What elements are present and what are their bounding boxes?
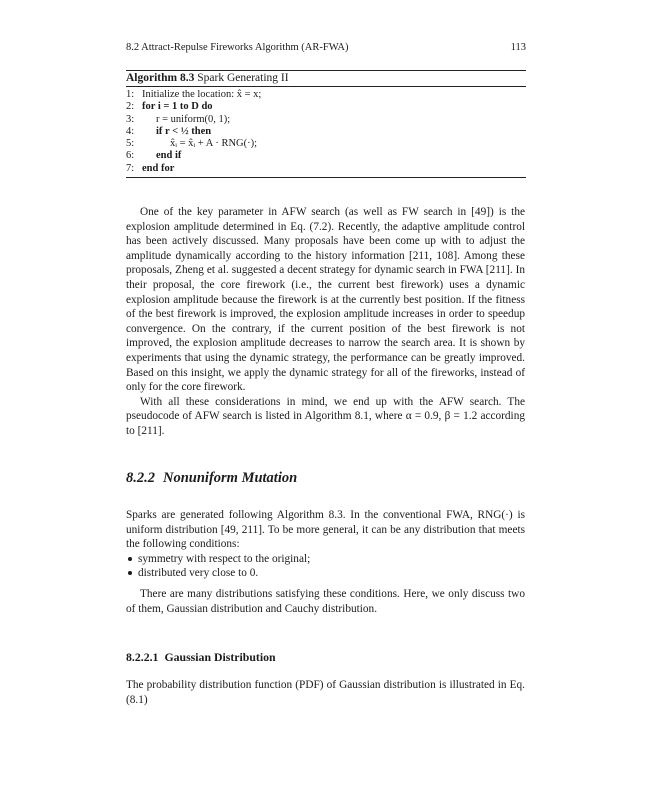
algorithm-label: Algorithm 8.3 — [126, 72, 195, 84]
line-number: 4: — [126, 125, 135, 137]
running-header — [126, 42, 526, 53]
line-text: for i = 1 to D do — [142, 101, 213, 113]
line-number: 1: — [126, 89, 135, 100]
list-item: distributed very close to 0. — [126, 566, 525, 581]
paragraph: One of the key parameter in AFW search (as well as FW search in [49]) is the explosion amplitude determined in Eq. (7.2). Recently, the adaptive amplitude control has been actively discussed. Many proposals have been come up with to adjust the amplitude dynamically according to the history information [211, 108]. Among these proposals, Zheng et al. suggested a decent strategy for dynamic search in FWA [211]. In their proposal, the core firework (i.e., the current best firework) uses a dynamic explosion amplitude because the firework is at the currently best position. If the fitness of the best firework is improved, the explosion amplitude increases in order to speedup convergence. On the contrary, if the current position of the best firework is not improved, the explosion amplitude decreases to narrow the search area. It is shown by experiments that using the dynamic strategy, the performance can be greatly improved. Based on this insight, we apply the dynamic strategy for all of the fireworks, instead of only for the core firework. — [126, 206, 525, 394]
line-number: 3: — [126, 113, 135, 125]
line-number: 7: — [126, 162, 135, 174]
line-number: 2: — [126, 101, 135, 113]
section-text — [126, 508, 525, 616]
subsection-title: Gaussian Distribution — [164, 650, 276, 664]
condition-list — [126, 552, 525, 581]
algorithm-caption — [126, 71, 526, 87]
paragraph: With all these considerations in mind, we end up with the AFW search. The pseudocode of AFW search is listed in Algorithm 8.1, where α = 0.9, β = 1.2 according to [211]. — [126, 395, 525, 437]
subsection-number: 8.2.2.1 — [126, 650, 159, 664]
line-number: 5: — [126, 138, 135, 150]
algorithm-line — [126, 126, 526, 138]
body-text — [126, 205, 525, 439]
algorithm-box — [126, 70, 526, 178]
algorithm-line — [126, 138, 526, 150]
algorithm-body — [126, 87, 526, 177]
page-number: 113 — [510, 42, 526, 53]
line-text: end for — [142, 162, 175, 174]
line-text: end if — [156, 150, 182, 162]
algorithm-title: Spark Generating II — [197, 72, 289, 84]
paragraph: Sparks are generated following Algorithm 8.3. In the conventional FWA, RNG(·) is uniform distribution [49, 211]. To be more general, it can be any distribution that meets the following conditions: — [126, 509, 525, 551]
line-text: r = uniform(0, 1); — [156, 113, 231, 125]
paragraph: The probability distribution function (PDF) of Gaussian distribution is illustrated in Eq. (8.1) — [126, 679, 525, 706]
line-number: 6: — [126, 150, 135, 162]
line-text: if r < ½ then — [156, 125, 212, 137]
algorithm-line — [126, 150, 526, 162]
section-heading — [126, 470, 297, 487]
subsection-heading — [126, 650, 276, 665]
section-title: Nonuniform Mutation — [163, 470, 298, 486]
paragraph: There are many distributions satisfying these conditions. Here, we only discuss two of them, Gaussian distribution and Cauchy distribution. — [126, 587, 525, 615]
algorithm-line — [126, 163, 526, 175]
list-item: symmetry with respect to the original; — [126, 552, 525, 567]
section-number: 8.2.2 — [126, 470, 155, 486]
algorithm-line — [126, 114, 526, 126]
subsection-text — [126, 678, 525, 707]
algorithm-line — [126, 89, 526, 101]
algorithm-line — [126, 101, 526, 113]
line-text: Initialize the location: x̂ = x; — [142, 89, 262, 100]
running-title: 8.2 Attract-Repulse Fireworks Algorithm (AR-FWA) — [126, 42, 349, 53]
line-text: x̂ᵢ = x̂ᵢ + A · RNG(·); — [170, 138, 258, 150]
